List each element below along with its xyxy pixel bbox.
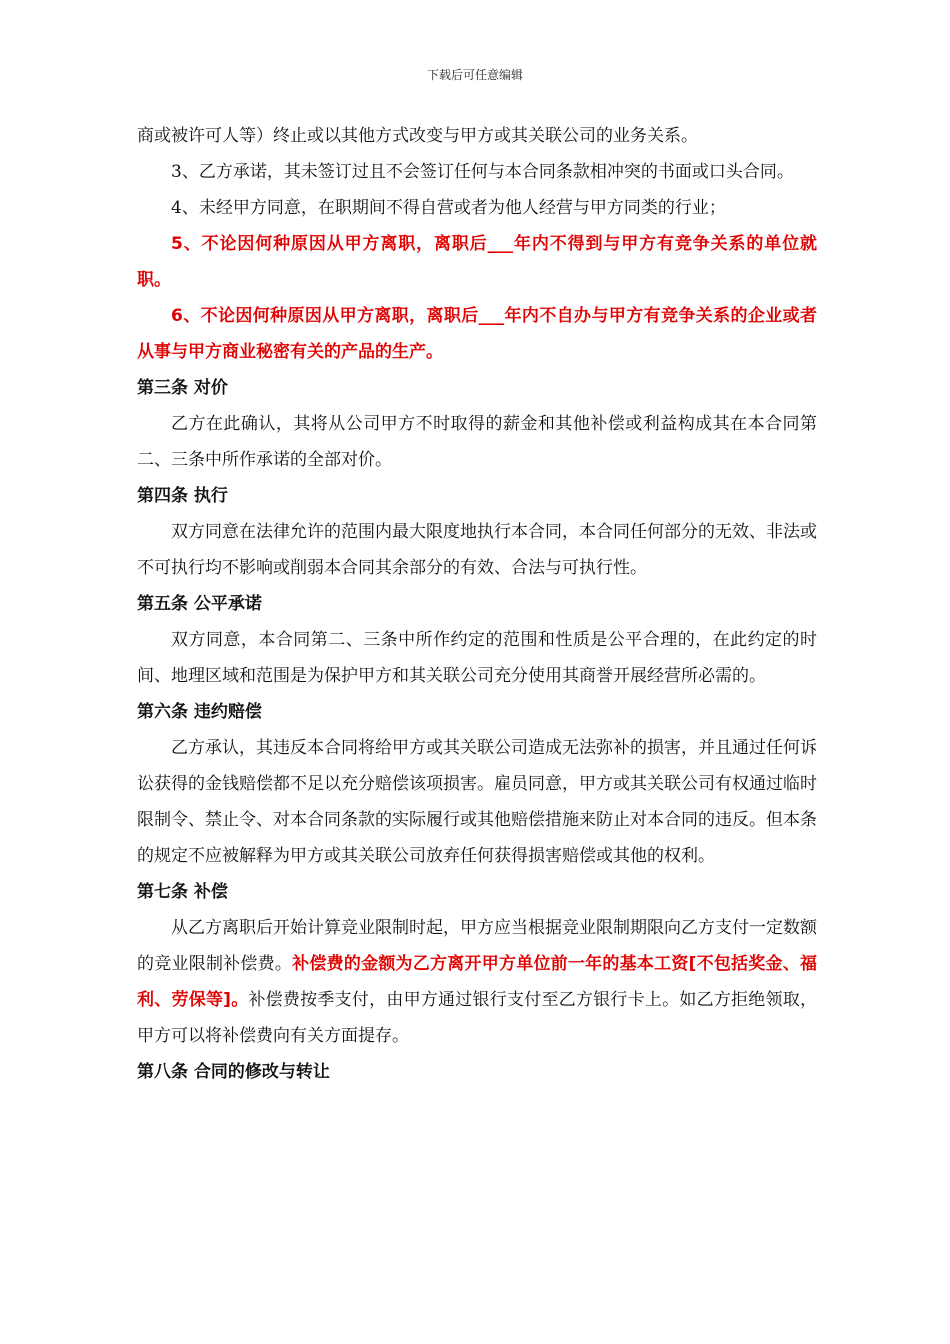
article-4-title: 第四条 执行 — [137, 486, 228, 506]
article-3-title: 第三条 对价 — [137, 378, 228, 398]
article-7-body — [137, 910, 817, 1054]
article-5-title: 第五条 公平承诺 — [137, 594, 262, 614]
article-3-body: 乙方在此确认，其将从公司甲方不时取得的薪金和其他补偿或利益构成其在本合同第二、三条中所作承诺的全部对价。 — [137, 414, 817, 470]
clause-6-highlight: 6、不论因何种原因从甲方离职，离职后___年内不自办与甲方有竞争关系的企业或者从事与甲方商业秘密有关的产品的生产。 — [137, 306, 817, 362]
article-6-title: 第六条 违约赔偿 — [137, 702, 262, 722]
article-5-body: 双方同意，本合同第二、三条中所作约定的范围和性质是公平合理的，在此约定的时间、地理区域和范围是为保护甲方和其关联公司充分使用其商誉开展经营所必需的。 — [137, 630, 817, 686]
article-6-body: 乙方承认，其违反本合同将给甲方或其关联公司造成无法弥补的损害，并且通过任何诉讼获得的金钱赔偿都不足以充分赔偿该项损害。雇员同意，甲方或其关联公司有权通过临时限制令、禁止令、对本合同条款的实际履行或其他赔偿措施来防止对本合同的违反。但本条的规定不应被解释为甲方或其关联公司放弃任何获得损害赔偿或其他的权利。 — [137, 738, 817, 866]
document-body — [137, 118, 817, 1090]
clause-5-highlight: 5、不论因何种原因从甲方离职，离职后___年内不得到与甲方有竞争关系的单位就职。 — [137, 234, 817, 290]
clause-4: 4、未经甲方同意，在职期间不得自营或者为他人经营与甲方同类的行业； — [171, 198, 726, 218]
page-header: 下载后可任意编辑 — [426, 68, 523, 82]
paragraph-continuation: 商或被许可人等）终止或以其他方式改变与甲方或其关联公司的业务关系。 — [137, 126, 698, 146]
article-7-body-highlight: 补偿费的金额为乙方离开甲方单位前一年的基本工资[不包括奖金、福利、劳保等]。 — [137, 954, 818, 1010]
article-7-body-b: 补偿费按季支付，由甲方通过银行支付至乙方银行卡上。如乙方拒绝领取，甲方可以将补偿费向有关方面提存。 — [137, 990, 818, 1046]
article-7-title: 第七条 补偿 — [137, 882, 228, 902]
article-8-title: 第八条 合同的修改与转让 — [137, 1062, 330, 1082]
article-7-body-a: 从乙方离职后开始计算竞业限制时起，甲方应当根据竞业限制期限向乙方支付一定数额的竞业限制补偿费。 — [137, 918, 817, 974]
article-4-body: 双方同意在法律允许的范围内最大限度地执行本合同，本合同任何部分的无效、非法或不可执行均不影响或削弱本合同其余部分的有效、合法与可执行性。 — [137, 522, 817, 578]
clause-3: 3、乙方承诺，其未签订过且不会签订任何与本合同条款相冲突的书面或口头合同。 — [171, 162, 794, 182]
